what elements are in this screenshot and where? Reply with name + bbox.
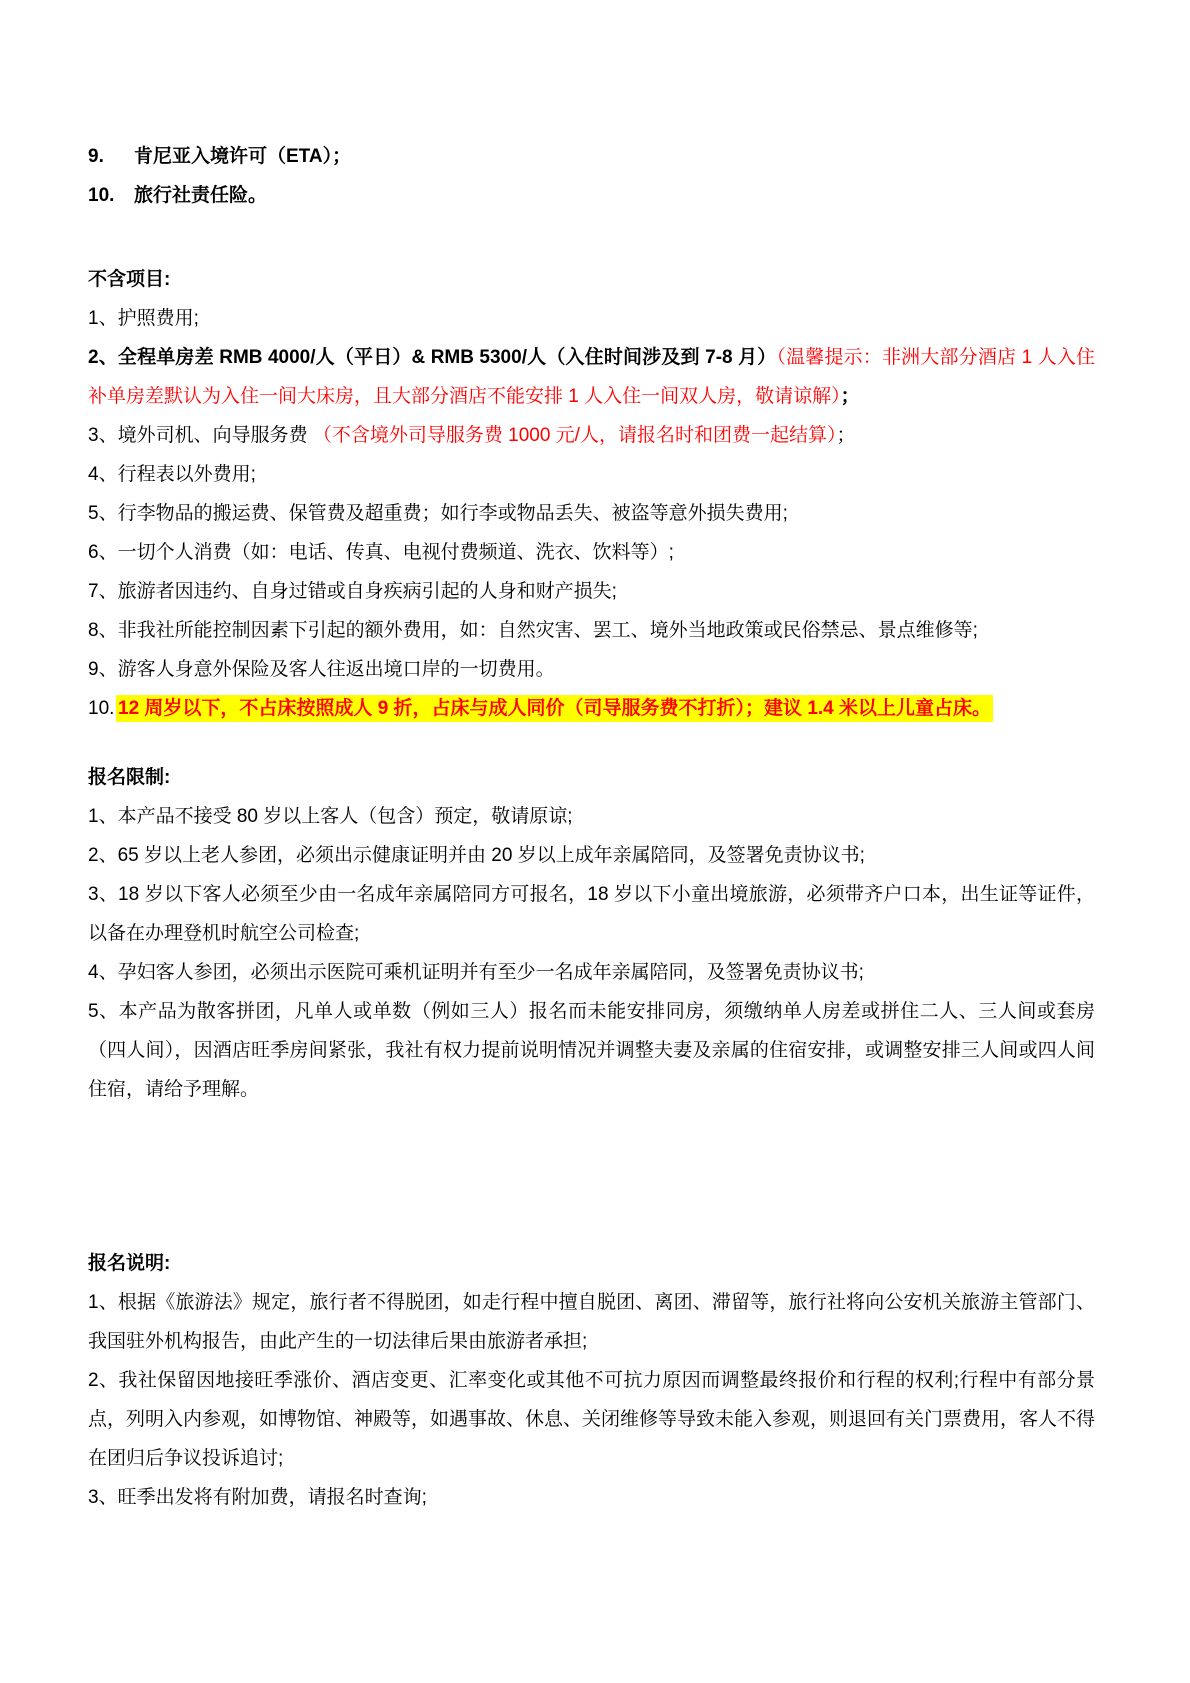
excluded-item-9: 9、游客人身意外保险及客人往返出境口岸的一切费用。 [88,659,555,680]
restrictions-item-2: 2、65 岁以上老人参团，必须出示健康证明并由 20 岁以上成年亲属陪同，及签署免责协议书; [88,845,865,866]
excluded-item-3-tail: ； [836,425,856,446]
item-number: 10. [88,185,115,206]
excluded-item-10 [88,689,1095,728]
item-text: 旅行社责任险。 [134,185,268,206]
excluded-item-10-highlighted-text: 12 周岁以下，不占床按照成人 9 折，占床与成人同价（司导服务费不打折）；建议 1.4 米以上儿童占床。 [116,695,993,722]
restrictions-item-4: 4、孕妇客人参团，必须出示医院可乘机证明并有至少一名成年亲属陪同，及签署免责协议书; [88,962,864,983]
item-number: 9. [88,146,104,167]
restrictions-heading: 报名限制: [88,767,171,788]
item-text: 肯尼亚入境许可（ETA）； [134,146,352,167]
excluded-item-2-warm-tip: （温馨提示：非洲大部分酒店 1 人入住补单房差默认为入住一间大床房，且大部分酒店不能安排 1 人入住一间双人房，敬请谅解） [88,347,1095,407]
excluded-item-7: 7、旅游者因违约、自身过错或自身疾病引起的人身和财产损失; [88,581,617,602]
excluded-item-2 [88,338,1095,416]
excluded-item-1: 1、护照费用; [88,308,199,329]
excluded-item-5: 5、行李物品的搬运费、保管费及超重费；如行李或物品丢失、被盗等意外损失费用; [88,503,788,524]
section-restrictions [88,758,1095,1109]
excluded-heading: 不含项目: [88,269,171,290]
notes-item-2: 2、我社保留因地接旺季涨价、酒店变更、汇率变化或其他不可抗力原因而调整最终报价和行程的权利;行程中有部分景点，列明入内参观，如博物馆、神殿等，如遇事故、休息、关闭维修等导致未能入参观，则退回有关门票费用，客人不得在团归后争议投诉追讨; [88,1370,1096,1469]
item-number: 10. [88,698,115,719]
restrictions-item-1: 1、本产品不接受 80 岁以上客人（包含）预定，敬请原谅; [88,806,573,827]
excluded-item-8: 8、非我社所能控制因素下引起的额外费用，如：自然灾害、罢工、境外当地政策或民俗禁忌、景点维修等; [88,620,978,641]
excluded-item-2-price: 2、全程单房差 RMB 4000/人（平日）& RMB 5300/人（入住时间涉及到 7-8 月） [88,347,777,368]
notes-item-1: 1、根据《旅游法》规定，旅行者不得脱团，如走行程中擅自脱团、离团、滞留等，旅行社将向公安机关旅游主管部门、我国驻外机构报告，由此产生的一切法律后果由旅游者承担; [88,1292,1095,1352]
notes-item-3: 3、旺季出发将有附加费，请报名时查询; [88,1487,427,1508]
excluded-item-3-text: 3、境外司机、向导服务费 [88,425,313,446]
excluded-item-4: 4、行程表以外费用; [88,464,256,485]
excluded-item-3-note: （不含境外司导服务费 1000 元/人，请报名时和团费一起结算） [312,425,837,446]
restrictions-item-3: 3、18 岁以下客人必须至少由一名成年亲属陪同方可报名，18 岁以下小童出境旅游，必须带齐户口本，出生证等证件，以备在办理登机时航空公司检查; [88,884,1095,944]
included-item-9 [88,137,1095,176]
excluded-item-2-tail: ； [840,386,860,407]
section-excluded [88,260,1095,728]
included-item-10 [88,176,1095,215]
restrictions-item-5: 5、本产品为散客拼团，凡单人或单数（例如三人）报名而未能安排同房，须缴纳单人房差或拼住二人、三人间或套房（四人间），因酒店旺季房间紧张，我社有权力提前说明情况并调整夫妻及亲属的住宿安排，或调整安排三人间或四人间住宿，请给予理解。 [88,1001,1095,1100]
excluded-item-6: 6、一切个人消费（如：电话、传真、电视付费频道、洗衣、饮料等）; [88,542,674,563]
excluded-item-3 [88,416,1095,455]
notes-heading: 报名说明: [88,1253,171,1274]
section-notes [88,1244,1095,1517]
section-included-tail [88,137,1095,215]
